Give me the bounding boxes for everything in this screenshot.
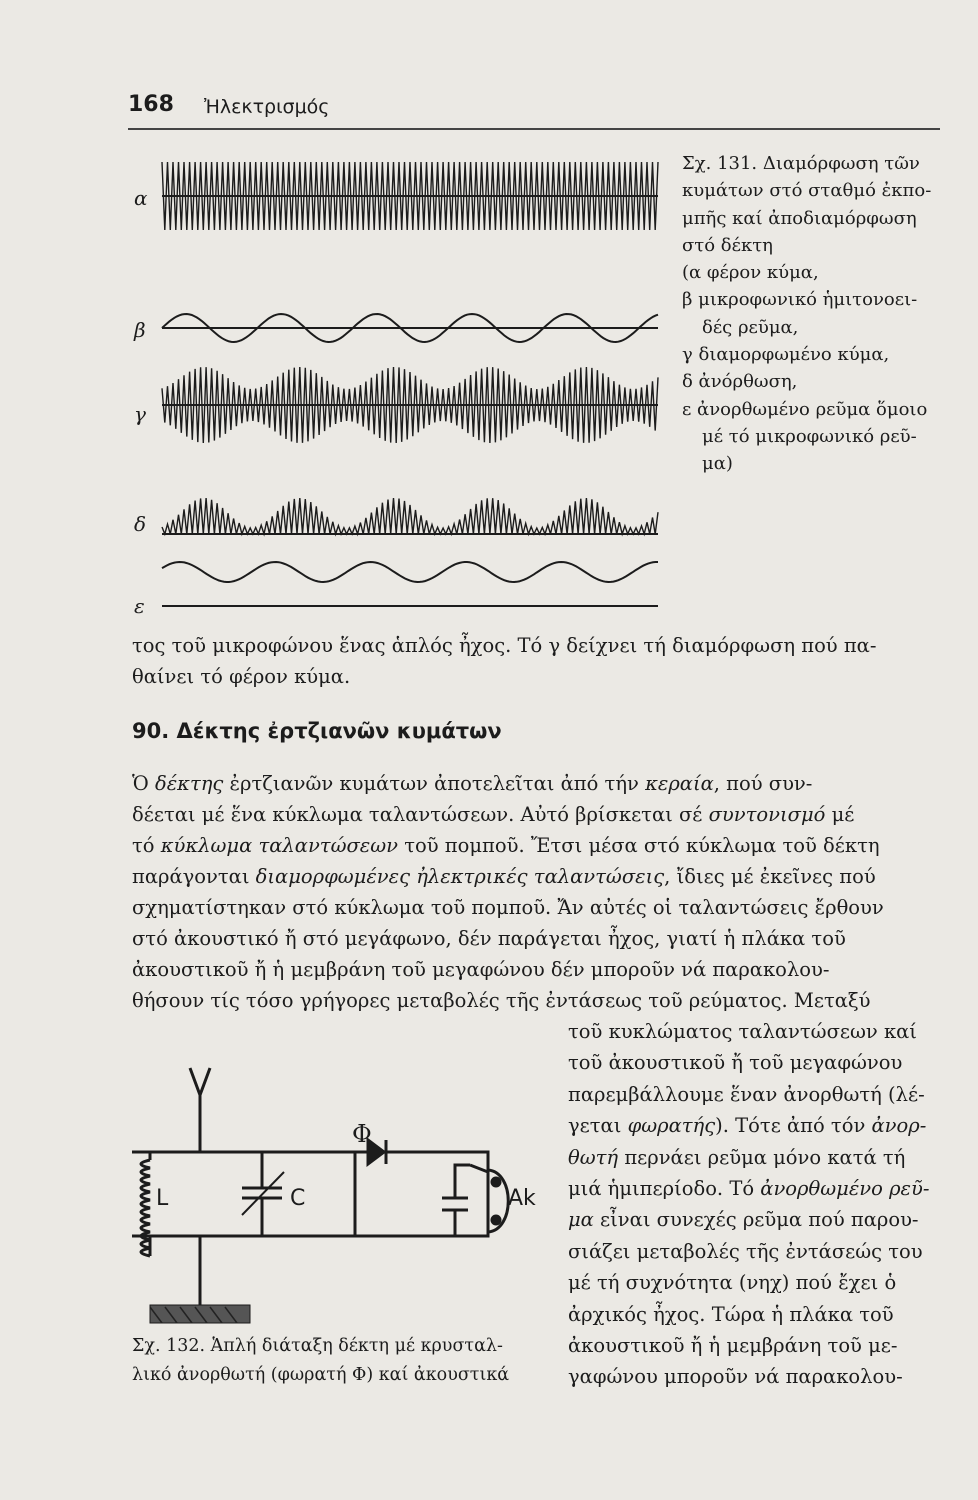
figure-131-caption: Σχ. 131. Διαμόρφωση τῶν κυμάτων στό σταθμό ἐκπο- μπῆς καί ἀποδιαμόρφωση στό δέκτη (α φέρον κύμα, β μικροφωνικό ἡμιτονοει- δές ρεῦμα, γ διαμορφωμένο κύμα, δ ἀνόρθωση, ε ἀνορθωμένο ρεῦμα ὅμοιο μέ τό μικροφωνικό ρεῦ- μα) xyxy=(682,153,932,475)
antenna-icon xyxy=(190,1068,210,1128)
detector-label: Φ xyxy=(352,1120,372,1148)
right-column-text: τοῦ κυκλώματος ταλαντώσεων καί τοῦ ἀκουστικοῦ ἤ τοῦ μεγαφώνου παρεμβάλλουμε ἕναν ἀνορθωτή (λέ- γεται φωρατής). Τότε ἀπό τόν ἀνορ- θωτή περνάει ρεῦμα μόνο κατά τή μιά ἡμιπερίοδο. Τό ἀνορθωμένο ρεῦ- μα εἶναι συνεχές ρεῦμα πού παρου- σιάζει μεταβολές τῆς ἐντάσεώς του μέ τή συχνότητα (νηχ) πού ἔχει ὁ ἀρχικός ἦχος. Τώρα ἡ πλάκα τοῦ ἀκουστικοῦ ἤ ἡ μεμβράνη τοῦ με- γαφώνου μποροῦν νά παρακολου- xyxy=(568,1020,930,1389)
figure-132-caption: Σχ. 132. Ἁπλή διάταξη δέκτη μέ κρυσταλ- λικό ἀνορθωτή (φωρατή Φ) καί ἀκουστικά xyxy=(132,1336,510,1385)
wave-label-delta: δ xyxy=(134,512,147,536)
intro-paragraph: τος τοῦ μικροφώνου ἕνας ἁπλός ἦχος. Τό γ δείχνει τή διαμόρφωση πού πα- θαίνει τό φέρον κύμα. xyxy=(132,634,877,688)
page-number: 168 xyxy=(128,92,174,117)
body-paragraph: Ὁ δέκτης ἐρτζιανῶν κυμάτων ἀποτελεῖται ἀπό τήν κεραία, πού συν- δέεται μέ ἕνα κύκλωμα ταλαντώσεων. Αὐτό βρίσκεται σέ συντονισμό μέ τό κύκλωμα ταλαντώσεων τοῦ πομποῦ. Ἔτσι μέσα στό κύκλωμα τοῦ δέκτη παράγονται διαμορφωμένες ἠλεκτρικές ταλαντώσεις, ἴδιες μέ ἐκεῖνες πού σχηματίστηκαν στό κύκλωμα τοῦ πομποῦ. Ἄν αὐτές οἱ ταλαντώσεις ἔρθουν στό ἀκουστικό ἤ στό μεγάφωνο, δέν παράγεται ἦχος, γιατί ἡ πλάκα τοῦ ἀκουστικοῦ ἤ ἡ μεμβράνη τοῦ μεγαφώνου δέν μποροῦν νά παρακολου- θήσουν τίς τόσο γρήγορες μεταβολές τῆς ἐντάσεως τοῦ ρεύματος. Μεταξύ xyxy=(132,772,884,1012)
wave-label-epsilon: ε xyxy=(134,594,145,618)
wave-label-beta: β xyxy=(134,318,146,342)
inductor-label: L xyxy=(156,1186,169,1211)
bypass-capacitor-icon xyxy=(355,1165,470,1236)
wave-label-alpha: α xyxy=(134,186,148,210)
earphone-label: Ak xyxy=(508,1186,536,1211)
section-heading: 90. Δέκτης ἐρτζιανῶν κυμάτων xyxy=(132,719,502,743)
capacitor-label: C xyxy=(290,1186,306,1211)
running-head: Ἠλεκτρισμός xyxy=(204,96,330,118)
wave-label-gamma: γ xyxy=(134,402,146,426)
